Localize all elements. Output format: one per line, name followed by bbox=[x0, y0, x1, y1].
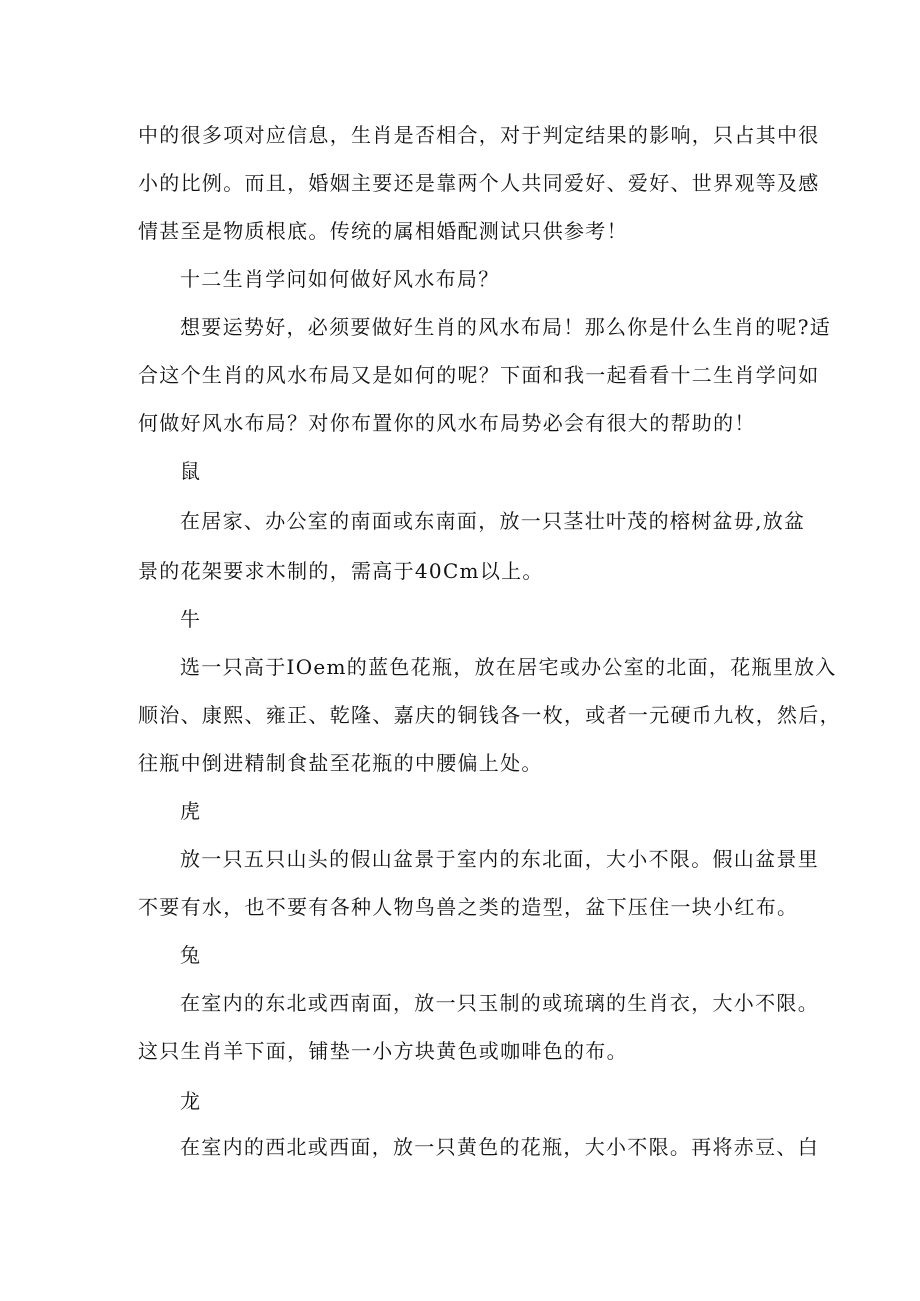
text-line-20: 这只生肖羊下面，铺垫一小方块黄色或咖啡色的布。 bbox=[138, 1039, 628, 1063]
text-line-1: 中的很多项对应信息，生肖是否相合，对于判定结果的影响，只占其中很 bbox=[138, 123, 820, 147]
text-line-6: 合这个生肖的风水布局又是如何的呢？下面和我一起看看十二生肖学问如 bbox=[138, 363, 820, 387]
zodiac-heading-tiger: 虎 bbox=[180, 799, 202, 823]
text-line-13: 顺治、康熙、雍正、乾隆、嘉庆的铜钱各一枚，或者一元硬币九枚，然后， bbox=[138, 703, 841, 727]
text-line-9: 在居家、办公室的南面或东南面，放一只茎壮叶茂的榕树盆毋,放盆 bbox=[180, 509, 806, 533]
text-line-2: 小的比例。而且，婚姻主要还是靠两个人共同爱好、爱好、世界观等及感 bbox=[138, 171, 820, 195]
text-line-14: 往瓶中倒进精制食盐至花瓶的中腰偏上处。 bbox=[138, 751, 543, 775]
text-line-12: 选一只高于IOem的蓝色花瓶，放在居宅或办公室的北面，花瓶里放入 bbox=[180, 655, 837, 679]
text-line-3: 情甚至是物质根底。传统的属相婚配测试只供参考！ bbox=[138, 219, 628, 243]
text-line-22: 在室内的西北或西面，放一只黄色的花瓶，大小不限。再将赤豆、白 bbox=[180, 1135, 819, 1159]
zodiac-heading-rat: 鼠 bbox=[180, 459, 202, 483]
text-line-7: 何做好风水布局？对你布置你的风水布局势必会有很大的帮助的！ bbox=[138, 411, 756, 435]
text-line-16: 放一只五只山头的假山盆景于室内的东北面，大小不限。假山盆景里 bbox=[180, 847, 819, 871]
text-line-17: 不要有水，也不要有各种人物鸟兽之类的造型，盆下压住一块小红布。 bbox=[138, 895, 799, 919]
zodiac-heading-rabbit: 兔 bbox=[180, 943, 202, 967]
text-line-5: 想要运势好，必须要做好生肖的风水布局！那么你是什么生肖的呢?适 bbox=[180, 315, 832, 339]
text-line-19: 在室内的东北或西南面，放一只玉制的或琉璃的生肖衣，大小不限。 bbox=[180, 991, 819, 1015]
zodiac-heading-dragon: 龙 bbox=[180, 1089, 202, 1113]
text-line-10: 景的花架要求木制的，需高于40Cm以上。 bbox=[138, 559, 544, 583]
zodiac-heading-ox: 牛 bbox=[180, 607, 202, 631]
section-heading: 十二生肖学问如何做好风水布局？ bbox=[180, 267, 500, 291]
